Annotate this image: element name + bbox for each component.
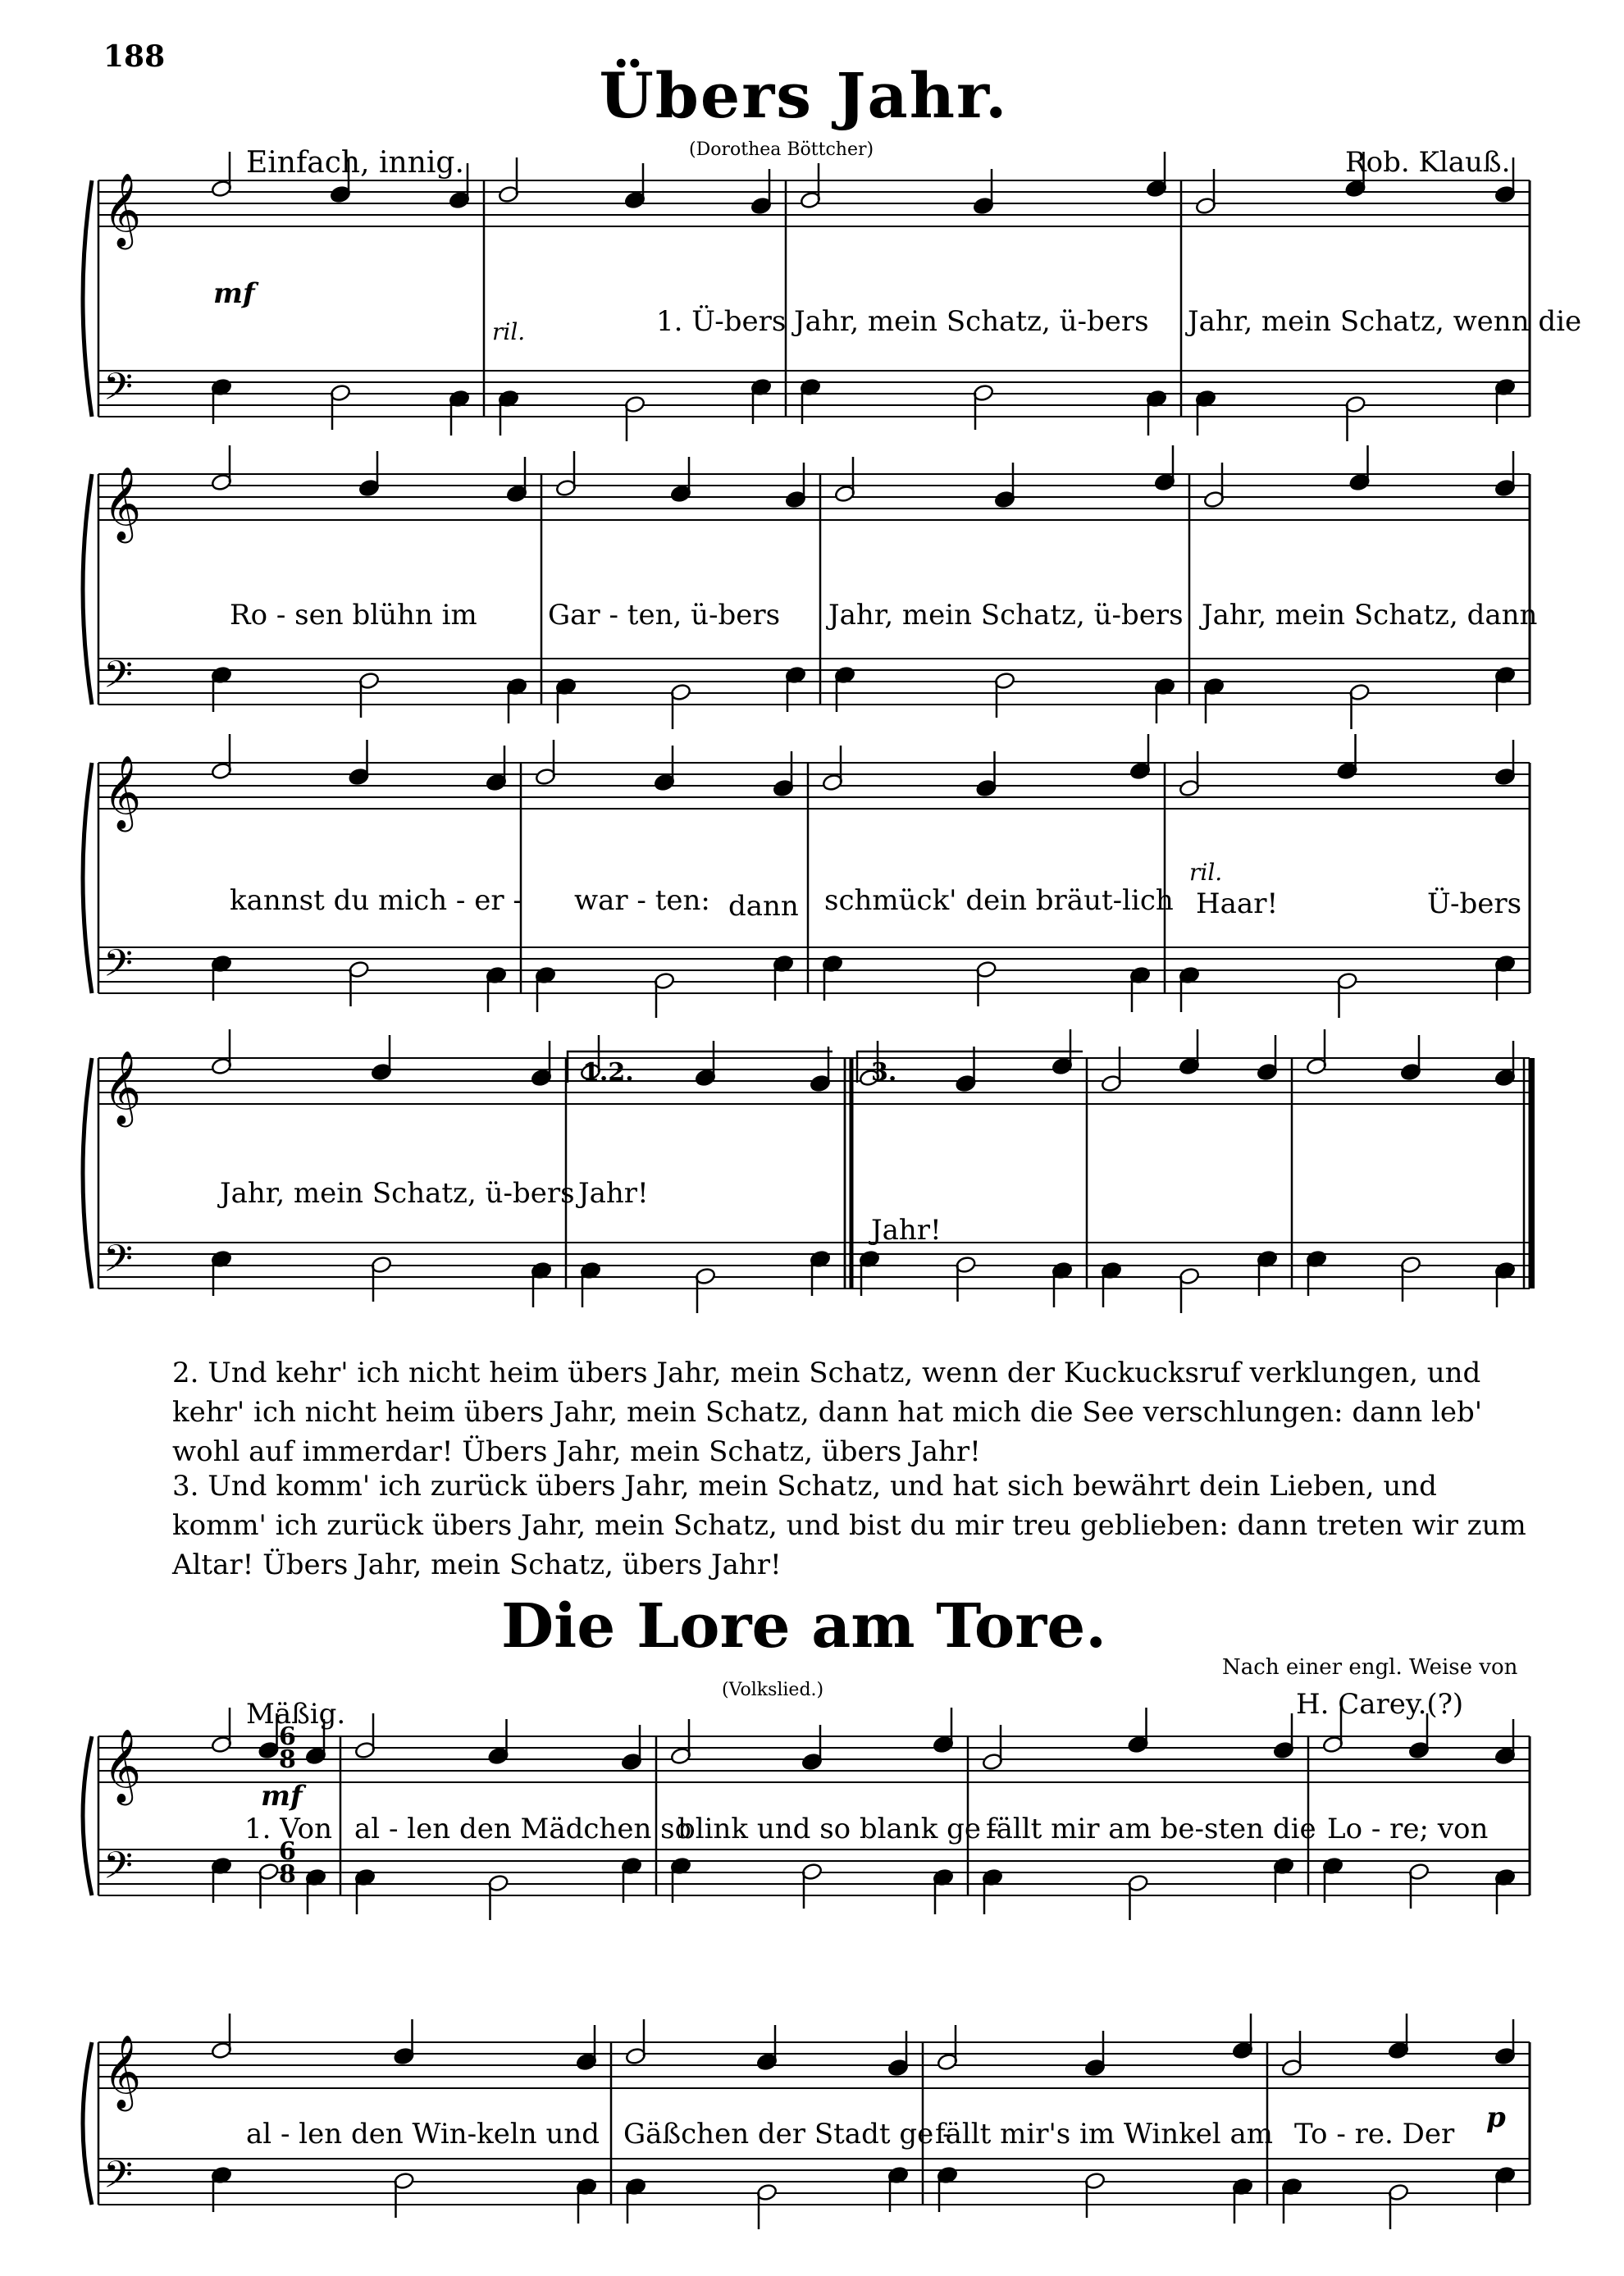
song2-credit: Nach einer engl. Weise von	[1222, 1655, 1518, 1680]
song2-lyric: blink und so blank ge -	[677, 1813, 1000, 1845]
clef: 𝄞	[103, 2035, 142, 2109]
song2-tempo: Mäßig.	[246, 1698, 346, 1731]
brace	[83, 1736, 92, 1895]
song1-lyric: Jahr, mein Schatz, ü-bers	[220, 1177, 575, 1210]
song2-lyric: al - len den Win-keln und	[246, 2118, 600, 2151]
song1-lyric: kannst du mich - er -	[230, 884, 522, 917]
song1-rit-1: ril.	[492, 318, 526, 345]
song2-dynamic-p: p	[1486, 2101, 1506, 2134]
song2-lyric: al - len den Mädchen so	[354, 1813, 692, 1845]
volta-label-2: 3.	[871, 1058, 897, 1087]
volta-label-1: 1.2.	[582, 1058, 634, 1087]
song2-lyric: To - re. Der	[1294, 2118, 1455, 2151]
page-number: 188	[103, 39, 166, 74]
song1-lyric: 1. Ü-bers	[656, 305, 787, 338]
song1-lyric: war - ten:	[574, 884, 710, 917]
song1-title: Übers Jahr.	[599, 59, 1009, 132]
clef: 𝄢	[103, 365, 134, 418]
brace	[83, 180, 92, 417]
clef: 𝄢	[103, 653, 134, 706]
time-signature-top: 6	[279, 1837, 296, 1866]
song1-lyric: dann	[728, 890, 799, 923]
song1-lyric: Haar!	[1196, 887, 1279, 920]
song2-lyric: Gäßchen der Stadt ge -	[623, 2118, 952, 2151]
time-signature-top: 6	[279, 1722, 296, 1751]
song1-lyric: Ro - sen blühn im	[230, 599, 477, 632]
brace	[83, 1058, 92, 1289]
song1-tempo: Einfach, innig.	[246, 146, 464, 180]
clef: 𝄞	[103, 173, 142, 247]
song1-lyric: Jahr!	[578, 1177, 649, 1210]
song1-lyric: Ü-bers	[1427, 887, 1522, 920]
time-signature-bottom: 8	[279, 1745, 296, 1774]
song1-rit-2: ril.	[1189, 859, 1223, 886]
song1-verse-3: 3. Und komm' ich zurück übers Jahr, mein Schatz, und hat sich bewährt dein Lieben, und komm' ich zurück übers Jahr, mein Schatz, und bist du mir treu geblieben: dann treten wir zum Altar! Übers Jahr, mein Schatz, übers Jahr!	[172, 1470, 1526, 1581]
song1-dynamic-mf: mf	[213, 277, 255, 310]
song1-lyric: Jahr!	[871, 1214, 942, 1247]
clef: 𝄢	[103, 1844, 134, 1897]
song1-lyric: Jahr, mein Schatz, wenn die	[1188, 305, 1582, 338]
song2-composer: H. Carey.(?)	[1296, 1688, 1464, 1721]
song1-lyric: schmück' dein bräut-lich	[824, 884, 1174, 917]
song1-lyric: Jahr, mein Schatz, ü-bers	[828, 599, 1184, 632]
brace	[83, 2042, 92, 2205]
clef: 𝄞	[103, 1051, 142, 1124]
clef: 𝄢	[103, 1237, 134, 1290]
brace	[83, 474, 92, 705]
clef: 𝄢	[103, 942, 134, 995]
clef: 𝄢	[103, 2153, 134, 2206]
song1-composer: Rob. Klauß.	[1345, 146, 1511, 179]
time-signature-bottom: 8	[279, 1860, 296, 1889]
song1-lyric: Jahr, mein Schatz, dann	[1202, 599, 1538, 632]
song2-subtitle: (Volkslied.)	[722, 1680, 824, 1700]
song2-lyric: fällt mir am be-sten die	[986, 1813, 1316, 1845]
song2-lyric: fällt mir's im Winkel am	[935, 2118, 1274, 2151]
clef: 𝄞	[103, 467, 142, 540]
song1-author: (Dorothea Böttcher)	[689, 139, 874, 160]
song1-lyric: Gar - ten, ü-bers	[548, 599, 781, 632]
song2-lyric: 1. Von	[244, 1813, 333, 1845]
song2-dynamic-mf: mf	[261, 1780, 303, 1813]
brace	[83, 763, 92, 993]
song2-lyric: Lo - re; von	[1327, 1813, 1489, 1845]
clef: 𝄞	[103, 755, 142, 829]
clef: 𝄞	[103, 1729, 142, 1803]
song1-lyric: Jahr, mein Schatz, ü-bers	[794, 305, 1149, 338]
song1-verse-2: 2. Und kehr' ich nicht heim übers Jahr, mein Schatz, wenn der Kuckucksruf verklungen, und kehr' ich nicht heim übers Jahr, mein Schatz, dann hat mich die See verschlungen: dann leb' wohl auf immerdar! Übers Jahr, mein Schatz, übers Jahr!	[172, 1357, 1483, 1468]
song2-title: Die Lore am Tore.	[500, 1591, 1107, 1662]
